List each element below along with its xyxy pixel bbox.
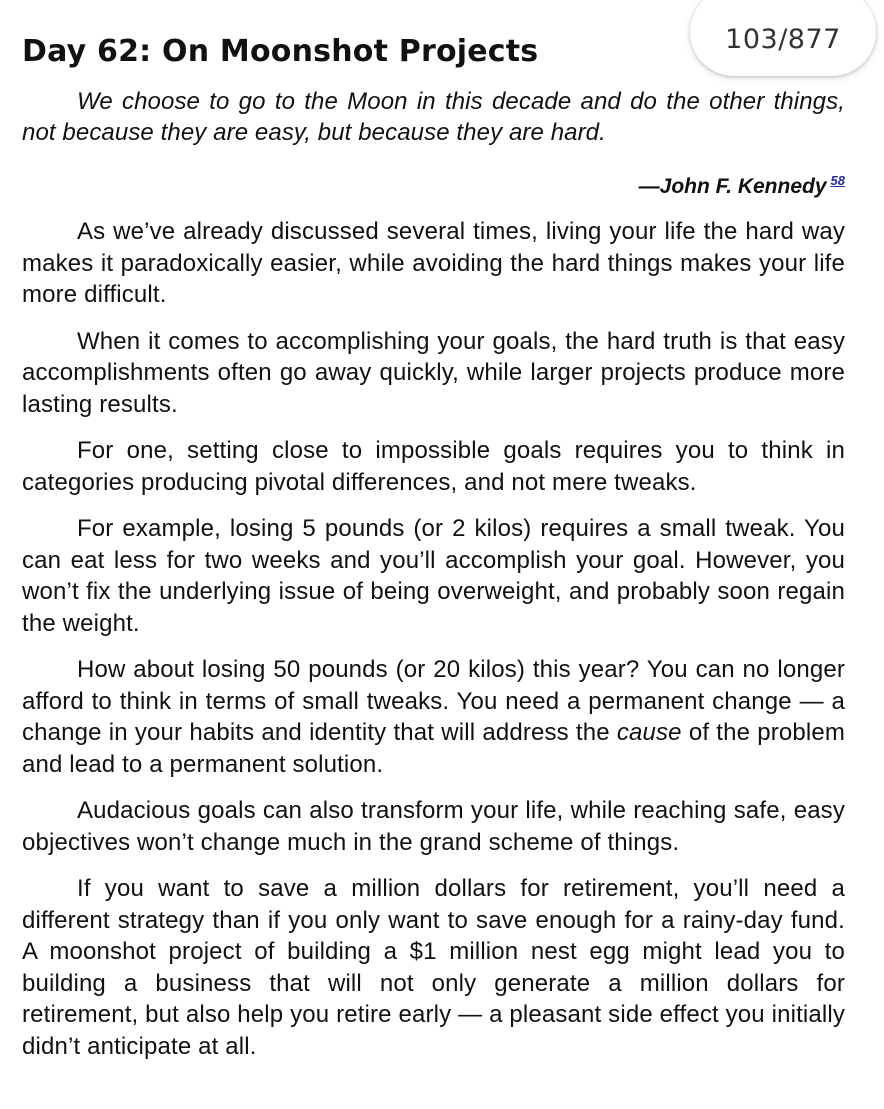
chapter-title: Day 62: On Moonshot Projects: [22, 34, 539, 69]
paragraph-2: When it comes to accomplishing your goals, the hard truth is that easy accomplishments often go away quickly, while larger projects produce more lasting results.: [22, 327, 845, 418]
footnote-link[interactable]: 58: [830, 173, 845, 188]
paragraph-3: For one, setting close to impossible goals requires you to think in categories producing pivotal differences, and not mere tweaks.: [22, 437, 845, 496]
paragraph-5-end: of the problem and lead to a permanent solution.: [22, 719, 845, 778]
paragraph-7: If you want to save a million dollars for retirement, you’ll need a different strategy than if you only want to save enough for a rainy-day fund. A moonshot project of building a $1 million nest egg might lead you to building a business that will not only generate a million dollars for retirement, but also help you retire early — a pleasant side effect you initially didn’t anticipate at all.: [22, 875, 845, 1060]
body-text: [22, 216, 845, 1077]
paragraph-6: Audacious goals can also transform your life, while reaching safe, easy objectives won’t change much in the grand scheme of things.: [22, 797, 845, 856]
page-indicator[interactable]: [690, 0, 876, 76]
paragraph-5-emphasis: cause: [616, 719, 682, 746]
paragraph-1: As we’ve already discussed several times, living your life the hard way makes it paradoxically easier, while avoiding the hard things makes your life more difficult.: [22, 218, 845, 308]
paragraph-5: [22, 654, 845, 780]
paragraph-4: For example, losing 5 pounds (or 2 kilos) requires a small tweak. You can eat less for two weeks and you’ll accomplish your goal. However, you won’t fix the underlying issue of being overweight, and probably soon regain the weight.: [22, 515, 845, 637]
epigraph-attribution: [639, 166, 845, 202]
epigraph-quote: We choose to go to the Moon in this decade and do the other things, not because they are easy, but because they are hard.: [22, 88, 845, 146]
paragraph-5-start: How about losing 50 pounds (or 20 kilos) this year? You can no longer afford to think in terms of small tweaks. You need a permanent change — a change in your habits and identity that will address the: [22, 656, 845, 746]
page-indicator-text: 103/877: [725, 23, 841, 55]
attribution-author: —John F. Kennedy: [638, 175, 827, 198]
